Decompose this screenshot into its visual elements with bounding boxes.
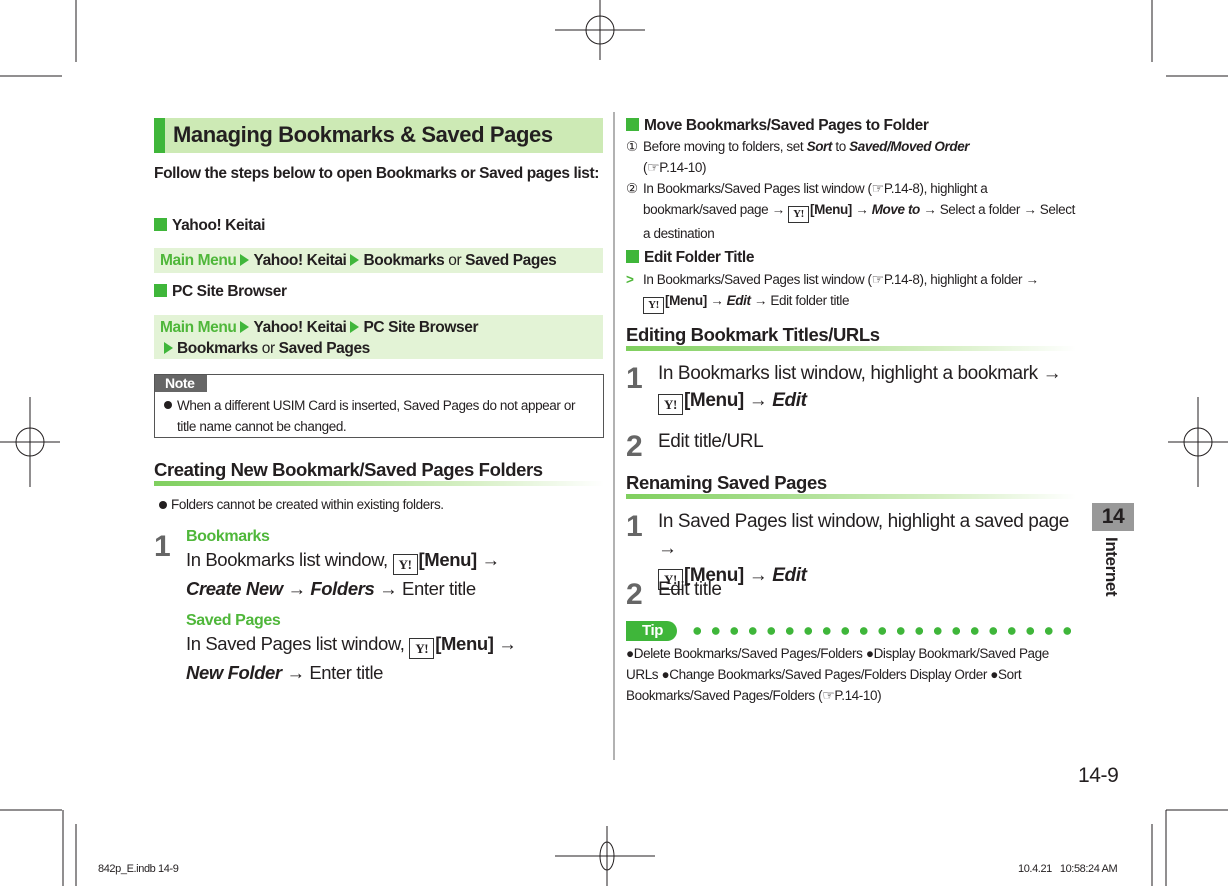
pc-site-browser-heading bbox=[154, 283, 287, 301]
heading-rule bbox=[626, 346, 1076, 351]
path-or: or bbox=[261, 340, 275, 357]
print-slug-file: 842p_E.indb 14-9 bbox=[98, 863, 179, 875]
heading-text: Yahoo! Keitai bbox=[172, 217, 265, 234]
path-item: PC Site Browser bbox=[363, 319, 479, 336]
tip-text bbox=[626, 643, 1076, 706]
heading-text: PC Site Browser bbox=[172, 283, 287, 300]
page-reference-icon bbox=[872, 181, 884, 196]
square-bullet-icon bbox=[154, 218, 167, 231]
arrow-right-icon bbox=[240, 321, 249, 333]
path-item: Bookmarks bbox=[363, 252, 445, 269]
step-text: In Bookmarks list window, bbox=[186, 549, 393, 570]
menu-option: Folders bbox=[310, 578, 375, 599]
step-text: Enter title bbox=[309, 662, 384, 683]
editing-step-2: Edit title/URL bbox=[658, 431, 764, 452]
print-slug-date: 10.4.21 10:58:24 AM bbox=[1018, 863, 1118, 875]
step-marker: > bbox=[626, 272, 634, 287]
step-text: In Saved Pages list window, bbox=[186, 633, 410, 654]
step-text: In Bookmarks list window, highlight a bookmark → bbox=[658, 363, 1062, 384]
step-number: 1 bbox=[626, 510, 643, 543]
step-1-content bbox=[186, 528, 606, 686]
menu-option: Move to bbox=[871, 202, 920, 217]
page-reference-icon bbox=[872, 272, 884, 287]
move-heading bbox=[626, 117, 929, 135]
bullet-icon bbox=[159, 501, 167, 509]
step-text: → Select a folder → Select a destination bbox=[643, 202, 1075, 241]
arrow-right-icon bbox=[240, 254, 249, 266]
arrow-right-icon bbox=[164, 342, 173, 354]
menu-option: New Folder bbox=[186, 662, 282, 683]
menu-option: Edit bbox=[726, 293, 751, 308]
yahoo-key-icon bbox=[643, 297, 664, 314]
step-text: Enter title bbox=[402, 578, 476, 599]
square-bullet-icon bbox=[626, 250, 639, 263]
arrow-right-icon bbox=[350, 321, 359, 333]
step-number: 2 bbox=[626, 578, 643, 611]
page-number: 14-9 bbox=[1078, 764, 1119, 787]
path-item: Main Menu bbox=[160, 319, 237, 336]
dotted-divider bbox=[688, 627, 1076, 635]
section-heading: Editing Bookmark Titles/URLs bbox=[626, 324, 880, 345]
menu-option: Edit bbox=[772, 390, 807, 411]
menu-label: [Menu] bbox=[810, 202, 852, 217]
path-item: Saved Pages bbox=[465, 252, 557, 269]
lead-text: Follow the steps below to open Bookmarks or Saved pages list: bbox=[154, 165, 599, 182]
section-title: Managing Bookmarks & Saved Pages bbox=[154, 118, 603, 153]
square-bullet-icon bbox=[154, 284, 167, 297]
bullet-icon bbox=[164, 401, 172, 409]
step-text: to bbox=[832, 139, 850, 154]
arrow: → bbox=[706, 293, 727, 308]
note-box bbox=[154, 374, 604, 438]
menu-label: [Menu] bbox=[435, 633, 494, 654]
step-text: Before moving to folders, set bbox=[643, 139, 807, 154]
chapter-label: Internet bbox=[1102, 537, 1121, 597]
yahoo-key-icon bbox=[393, 554, 418, 575]
step-text: In Bookmarks/Saved Pages list window ( bbox=[643, 272, 872, 287]
note-text: When a different USIM Card is inserted, Saved Pages do not appear or title name cannot be changed. bbox=[177, 398, 576, 434]
editing-step-1 bbox=[658, 360, 1078, 415]
page-reference-icon bbox=[647, 160, 659, 175]
yahoo-key-icon bbox=[409, 638, 434, 659]
arrow: → bbox=[743, 565, 773, 586]
step-text: → Edit folder title bbox=[750, 293, 850, 308]
menu-option: Saved/Moved Order bbox=[849, 139, 970, 154]
step-number: 1 bbox=[626, 362, 643, 395]
menu-label: [Menu] bbox=[418, 549, 477, 570]
yahoo-keitai-heading bbox=[154, 217, 265, 235]
section-heading: Creating New Bookmark/Saved Pages Folders bbox=[154, 459, 543, 480]
pc-site-browser-path bbox=[154, 315, 603, 359]
path-or: or bbox=[448, 252, 462, 269]
heading-text: Move Bookmarks/Saved Pages to Folder bbox=[644, 117, 929, 134]
renaming-section bbox=[626, 472, 1076, 499]
note-label: Note bbox=[155, 375, 207, 392]
step-number: 2 bbox=[626, 430, 643, 463]
chapter-number-tab: 14 bbox=[1092, 503, 1134, 531]
page-reference[interactable]: P.14-10 bbox=[659, 160, 703, 175]
arrow: → bbox=[743, 390, 773, 411]
yahoo-key-icon bbox=[658, 394, 683, 415]
step-text: In Saved Pages list window, highlight a saved page → bbox=[658, 511, 1069, 559]
tip-item: ●Sort Bookmarks/Saved Pages/Folders ( bbox=[626, 667, 1022, 703]
arrow-right-icon bbox=[350, 254, 359, 266]
arrow: → bbox=[287, 578, 306, 599]
edit-folder-heading bbox=[626, 249, 754, 267]
tip-item: ●Delete Bookmarks/Saved Pages/Folders bbox=[626, 646, 866, 661]
page-reference[interactable]: P.14-10 bbox=[834, 688, 878, 703]
page-reference[interactable]: P.14-8 bbox=[883, 272, 920, 287]
path-item: Saved Pages bbox=[278, 340, 370, 357]
step-number: 1 bbox=[154, 530, 171, 563]
editing-section bbox=[626, 324, 1076, 351]
menu-label: [Menu] bbox=[684, 565, 744, 586]
step-text: In Bookmarks/Saved Pages list window ( bbox=[643, 181, 872, 196]
path-item: Main Menu bbox=[160, 252, 237, 269]
heading-rule bbox=[626, 494, 1076, 499]
square-bullet-icon bbox=[626, 118, 639, 131]
step-text: ), highlight a bookmark/saved page → bbox=[643, 181, 988, 217]
yahoo-keitai-path bbox=[154, 248, 603, 273]
tip-label: Tip bbox=[626, 621, 677, 641]
path-item: Bookmarks bbox=[177, 340, 258, 357]
edit-folder-step bbox=[626, 269, 1076, 314]
creating-bullet bbox=[171, 494, 601, 515]
section-heading: Renaming Saved Pages bbox=[626, 472, 827, 493]
move-step-2 bbox=[626, 178, 1076, 244]
menu-label: [Menu] bbox=[684, 390, 744, 411]
menu-option: Edit bbox=[772, 565, 807, 586]
circled-number: ① bbox=[626, 139, 638, 154]
step-text: ), highlight a folder → bbox=[919, 272, 1039, 287]
arrow: → bbox=[851, 202, 872, 217]
heading-text: Edit Folder Title bbox=[644, 249, 755, 266]
move-step-1: ① Before moving to folders, set Sort to Saved/Moved Order (☞ P.14-10) bbox=[626, 136, 1076, 178]
tip-item: ●Change Bookmarks/Saved Pages/Folders Display Order bbox=[661, 667, 991, 682]
arrow: → bbox=[286, 662, 305, 683]
tip-item: ●Display Bookmark/Saved Page URLs bbox=[626, 646, 1049, 682]
circled-number: ② bbox=[626, 181, 638, 196]
arrow: → bbox=[481, 549, 500, 570]
bullet-text: Folders cannot be created within existing folders. bbox=[171, 497, 444, 512]
arrow: → bbox=[498, 633, 517, 654]
tip-box bbox=[626, 621, 1076, 706]
yahoo-key-icon bbox=[788, 206, 809, 223]
tip-text-end: ) bbox=[877, 688, 882, 703]
heading-rule bbox=[154, 481, 604, 486]
page-reference[interactable]: P.14-8 bbox=[883, 181, 920, 196]
arrow: → bbox=[379, 578, 398, 599]
menu-option: Sort bbox=[806, 139, 832, 154]
saved-pages-label: Saved Pages bbox=[186, 612, 281, 629]
path-item: Yahoo! Keitai bbox=[253, 252, 347, 269]
path-item: Yahoo! Keitai bbox=[253, 319, 347, 336]
menu-label: [Menu] bbox=[665, 293, 707, 308]
menu-option: Create New bbox=[186, 578, 283, 599]
page-reference-icon bbox=[822, 688, 834, 703]
bookmarks-label: Bookmarks bbox=[186, 528, 270, 545]
creating-folders-section bbox=[154, 459, 604, 486]
renaming-step-2: Edit title bbox=[658, 579, 722, 600]
